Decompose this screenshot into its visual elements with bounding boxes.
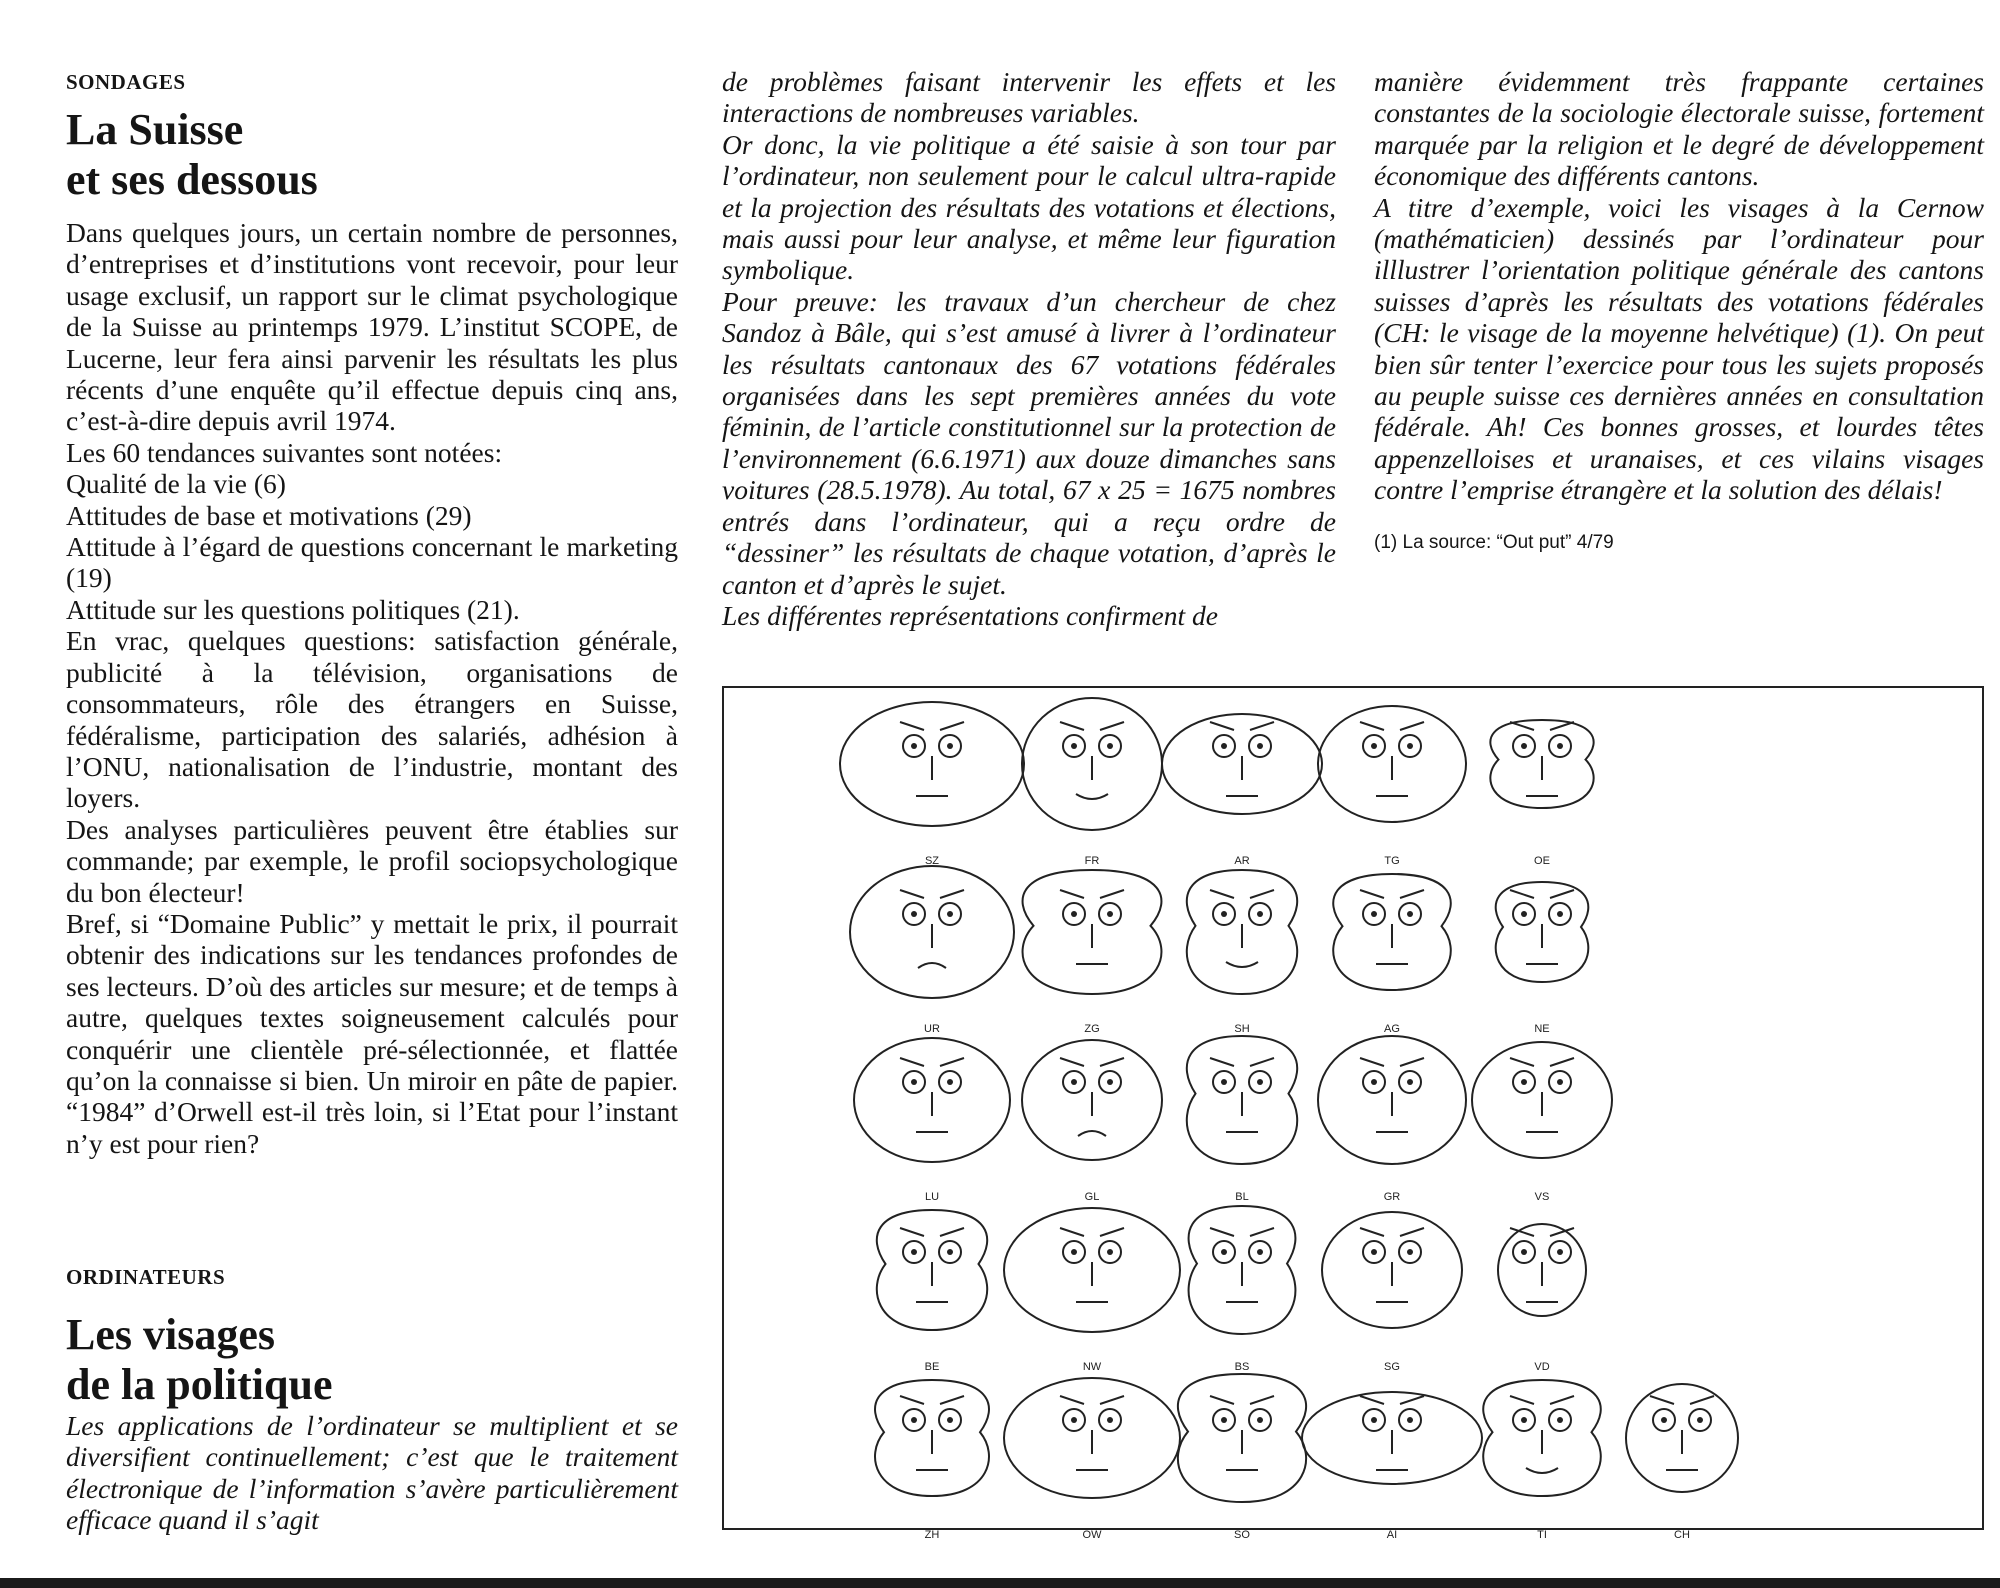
- headline-line: Les visages: [66, 1310, 275, 1359]
- face: [1472, 1042, 1612, 1203]
- paragraph: Les 60 tendances suivantes sont notées:: [66, 436, 503, 468]
- pupil: [1661, 1417, 1667, 1423]
- pupil: [1107, 911, 1113, 917]
- pupil: [1697, 1417, 1703, 1423]
- canton-label: ZH: [924, 1529, 940, 1541]
- eyebrow: [940, 890, 964, 898]
- pupil: [1071, 1249, 1077, 1255]
- pupil: [947, 1079, 953, 1085]
- pupil: [1371, 1079, 1377, 1085]
- pupil: [1257, 1417, 1263, 1423]
- eyebrow: [1510, 1396, 1534, 1404]
- page-edge: [0, 1578, 2000, 1588]
- canton-label: BS: [1234, 1361, 1250, 1373]
- face: [1162, 714, 1322, 867]
- pupil: [1221, 1249, 1227, 1255]
- article-column-3: [1374, 66, 1984, 554]
- eyebrow: [900, 722, 924, 730]
- pupil: [1071, 911, 1077, 917]
- face: [1318, 706, 1466, 867]
- canton-label: OE: [1534, 855, 1550, 867]
- eyebrow: [1100, 722, 1124, 730]
- canton-label: SO: [1234, 1529, 1250, 1541]
- canton-label: BL: [1235, 1191, 1249, 1203]
- face: [1187, 1036, 1297, 1203]
- eyebrow: [1060, 1228, 1084, 1236]
- canton-label: GL: [1084, 1191, 1100, 1203]
- face: [875, 1380, 989, 1541]
- paragraph: En vrac, quelques questions: satisfaction générale, publicité à la télévision, organisations de consommateurs, rôle des étrangers en Suisse, fédéralisme, participation des salariés, adhésion à l’ONU, nationalisation de l’industrie, montant des loyers.: [66, 625, 678, 814]
- eyebrow: [1550, 1058, 1574, 1066]
- article-headline: [66, 105, 678, 205]
- headline-line: de la politique: [66, 1360, 333, 1409]
- eyebrow: [1360, 1396, 1384, 1404]
- face: [1004, 1378, 1180, 1541]
- eyebrow: [1210, 722, 1234, 730]
- eyebrow: [1210, 1228, 1234, 1236]
- list-item: Attitudes de base et motivations (29): [66, 499, 472, 531]
- pupil: [947, 911, 953, 917]
- eyebrow: [900, 1396, 924, 1404]
- chernoff-faces-figure: [722, 686, 1984, 1541]
- face: [1490, 720, 1593, 867]
- face: [1189, 1206, 1296, 1373]
- eyebrow: [1060, 1058, 1084, 1066]
- canton-label: CH: [1674, 1529, 1690, 1541]
- eyebrow: [1100, 1396, 1124, 1404]
- paragraph: de problèmes faisant intervenir les effets et les interactions de nombreuses variables.: [722, 66, 1336, 129]
- face: [1498, 1224, 1586, 1373]
- pupil: [1407, 911, 1413, 917]
- eyebrow: [1550, 722, 1574, 730]
- pupil: [1257, 743, 1263, 749]
- eyebrow: [900, 1228, 924, 1236]
- eyebrow: [1690, 1396, 1714, 1404]
- eyebrow: [1210, 1396, 1234, 1404]
- eyebrow: [1100, 1228, 1124, 1236]
- face: [1322, 1212, 1462, 1373]
- eyebrow: [1060, 1396, 1084, 1404]
- paragraph: Or donc, la vie politique a été saisie à son tour par l’ordinateur, non seulement pour le calcul ultra-rapide et la projection des résultats des votations et élections, mais aussi pour leur analyse, et même leur figuration symbolique.: [722, 128, 1336, 286]
- eyebrow: [1250, 722, 1274, 730]
- face: [1318, 1036, 1466, 1203]
- canton-label: LU: [924, 1191, 940, 1203]
- pupil: [1221, 1417, 1227, 1423]
- eyebrow: [1510, 722, 1534, 730]
- pupil: [911, 743, 917, 749]
- eyebrow: [1360, 890, 1384, 898]
- pupil: [911, 1079, 917, 1085]
- eyebrow: [900, 1058, 924, 1066]
- paragraph: Des analyses particulières peuvent être établies sur commande; par exemple, le profil sociopsychologique du bon électeur!: [66, 813, 678, 908]
- pupil: [1071, 743, 1077, 749]
- canton-label: AI: [1386, 1529, 1398, 1541]
- pupil: [1521, 1249, 1527, 1255]
- headline-line: et ses dessous: [66, 155, 318, 204]
- pupil: [1071, 1079, 1077, 1085]
- headline-line: La Suisse: [66, 105, 244, 154]
- eyebrow: [940, 1058, 964, 1066]
- pupil: [1107, 1417, 1113, 1423]
- pupil: [1371, 1249, 1377, 1255]
- pupil: [1221, 1079, 1227, 1085]
- canton-label: AG: [1384, 1023, 1400, 1035]
- pupil: [1521, 1079, 1527, 1085]
- paragraph: A titre d’exemple, voici les visages à la Cernow (mathématicien) dessinés par l’ordinateur pour illlustrer l’orientation politique générale des cantons suisses d’après les résultats des votations fédérales (CH: le visage de la moyenne helvétique) (1). On peut bien sûr tenter l’exercice pour tous les sujets proposés au peuple suisse ces dernières années en consultation fédérale. Ah! Ces bonnes grosses, et lourdes têtes appenzelloises et uranaises, et ces vilains visages contre l’emprise étrangère et la solution des délais!: [1374, 191, 1984, 506]
- eyebrow: [900, 890, 924, 898]
- paragraph: Les différentes représentations confirment de: [722, 599, 1218, 631]
- list-item: Attitude à l’égard de questions concernant le marketing (19): [66, 531, 678, 594]
- canton-label: VS: [1534, 1191, 1550, 1203]
- eyebrow: [1250, 1058, 1274, 1066]
- canton-label: AR: [1234, 855, 1250, 867]
- eyebrow: [1550, 890, 1574, 898]
- eyebrow: [1060, 890, 1084, 898]
- eyebrow: [1210, 1058, 1234, 1066]
- pupil: [911, 1417, 917, 1423]
- canton-label: SZ: [924, 855, 940, 867]
- pupil: [1371, 743, 1377, 749]
- eyebrow: [1400, 722, 1424, 730]
- face: [1333, 874, 1451, 1035]
- face: [1483, 1380, 1601, 1541]
- eyebrow: [940, 722, 964, 730]
- eyebrow: [1400, 1058, 1424, 1066]
- section-kicker: ORDINATEURS: [66, 1265, 226, 1289]
- article-intro: Les applications de l’ordinateur se multiplient et se diversifient continuellement; c’est que le traitement électronique de l’information s’avère particulièrement efficace quand il s’agit: [66, 1410, 678, 1536]
- eyebrow: [1100, 1058, 1124, 1066]
- eyebrow: [1250, 890, 1274, 898]
- eyebrow: [1400, 1396, 1424, 1404]
- pupil: [1521, 911, 1527, 917]
- pupil: [1557, 743, 1563, 749]
- canton-label: NE: [1534, 1023, 1550, 1035]
- canton-label: ZG: [1084, 1023, 1100, 1035]
- eyebrow: [1510, 1058, 1534, 1066]
- pupil: [1257, 911, 1263, 917]
- face: [1004, 1208, 1180, 1373]
- pupil: [1521, 1417, 1527, 1423]
- paragraph: manière évidemment très frappante certaines constantes de la sociologie électorale suisse, fortement marquée par la religion et le degré de développement économique des différents cantons.: [1374, 66, 1984, 192]
- pupil: [1557, 1079, 1563, 1085]
- pupil: [1521, 743, 1527, 749]
- faces-grid: [722, 686, 1984, 1541]
- pupil: [1407, 1249, 1413, 1255]
- pupil: [1371, 1417, 1377, 1423]
- eyebrow: [1060, 722, 1084, 730]
- paragraph: Bref, si “Domaine Public” y mettait le prix, il pourrait obtenir des indications sur les tendances profondes de ses lecteurs. D’où des articles sur mesure; et de temps à autre, quelques textes soigneusement calculés pour conquérir une clientèle pré-sélectionnée, et flattée qu’on la connaisse si bien. Un miroir en pâte de papier. “1984” d’Orwell est-il très loin, si l’Etat pour l’instant n’y est pour rien?: [66, 907, 678, 1159]
- face: [1496, 882, 1589, 1035]
- canton-label: UR: [924, 1023, 940, 1035]
- face: [1178, 1374, 1306, 1541]
- face: [1023, 870, 1162, 1035]
- canton-label: NW: [1082, 1361, 1102, 1373]
- face: [850, 866, 1014, 1035]
- pupil: [947, 743, 953, 749]
- eyebrow: [1400, 890, 1424, 898]
- mouth: [918, 963, 946, 968]
- canton-label: FR: [1084, 855, 1100, 867]
- footnote: (1) La source: “Out put” 4/79: [1374, 531, 1614, 553]
- canton-label: SG: [1384, 1361, 1400, 1373]
- eyebrow: [1250, 1396, 1274, 1404]
- article-headline: [66, 1310, 333, 1410]
- face: [1187, 870, 1297, 1035]
- pupil: [1221, 743, 1227, 749]
- eyebrow: [1650, 1396, 1674, 1404]
- eyebrow: [940, 1228, 964, 1236]
- pupil: [1257, 1079, 1263, 1085]
- article-body: [66, 217, 678, 1159]
- pupil: [1407, 1079, 1413, 1085]
- eyebrow: [1400, 1228, 1424, 1236]
- pupil: [1107, 1249, 1113, 1255]
- face: [1022, 1040, 1162, 1203]
- eyebrow: [940, 1396, 964, 1404]
- list-item: Qualité de la vie (6): [66, 468, 286, 500]
- canton-label: OW: [1082, 1529, 1102, 1541]
- mouth: [1226, 962, 1258, 967]
- article-column-2: [722, 66, 1336, 631]
- pupil: [947, 1417, 953, 1423]
- eyebrow: [1210, 890, 1234, 898]
- pupil: [911, 911, 917, 917]
- face: [1626, 1384, 1738, 1541]
- canton-label: BE: [924, 1361, 940, 1373]
- eyebrow: [1360, 1058, 1384, 1066]
- pupil: [1257, 1249, 1263, 1255]
- face: [1302, 1392, 1482, 1541]
- face: [840, 702, 1024, 867]
- pupil: [1407, 743, 1413, 749]
- paragraph: Dans quelques jours, un certain nombre de personnes, d’entreprises et d’institutions vont recevoir, pour leur usage exclusif, un rapport sur le climat psychologique de la Suisse au printemps 1979. L’institut SCOPE, de Lucerne, leur fera ainsi parvenir les résultats les plus récents d’une enquête qu’il effectue depuis cinq ans, c’est-à-dire depuis avril 1974.: [66, 217, 678, 437]
- paragraph: Pour preuve: les travaux d’un chercheur de chez Sandoz à Bâle, qui s’est amusé à livrer à l’ordinateur les résultats cantonaux des 67 votations fédérales organisées dans les sept premières années du vote féminin, de l’article constitutionnel sur la protection de l’environnement (6.6.1971) aux douze dimanches sans voitures (28.5.1978). Au total, 67 x 25 = 1675 nombres entrés dans l’ordinateur, qui a reçu ordre de “dessiner” les résultats de chaque votation, d’après le canton et d’après le sujet.: [722, 285, 1336, 600]
- mouth: [1526, 1468, 1558, 1473]
- pupil: [911, 1249, 917, 1255]
- face: [854, 1038, 1010, 1203]
- pupil: [1107, 743, 1113, 749]
- mouth: [1078, 1131, 1106, 1136]
- pupil: [1557, 1417, 1563, 1423]
- eyebrow: [1360, 1228, 1384, 1236]
- canton-label: VD: [1534, 1361, 1550, 1373]
- canton-label: SH: [1234, 1023, 1250, 1035]
- pupil: [1221, 911, 1227, 917]
- section-kicker: SONDAGES: [66, 70, 186, 94]
- mouth: [1076, 794, 1108, 799]
- pupil: [947, 1249, 953, 1255]
- face: [877, 1210, 987, 1373]
- eyebrow: [1250, 1228, 1274, 1236]
- pupil: [1557, 911, 1563, 917]
- article-column-1: [66, 70, 678, 1159]
- eyebrow: [1510, 890, 1534, 898]
- canton-label: GR: [1383, 1191, 1401, 1203]
- pupil: [1071, 1417, 1077, 1423]
- face: [1022, 698, 1162, 867]
- canton-label: TG: [1384, 855, 1400, 867]
- pupil: [1557, 1249, 1563, 1255]
- pupil: [1107, 1079, 1113, 1085]
- canton-label: TI: [1537, 1529, 1547, 1541]
- eyebrow: [1360, 722, 1384, 730]
- article-body: [1374, 66, 1984, 506]
- eyebrow: [1550, 1396, 1574, 1404]
- list-item: Attitude sur les questions politiques (21).: [66, 593, 520, 625]
- pupil: [1407, 1417, 1413, 1423]
- eyebrow: [1100, 890, 1124, 898]
- pupil: [1371, 911, 1377, 917]
